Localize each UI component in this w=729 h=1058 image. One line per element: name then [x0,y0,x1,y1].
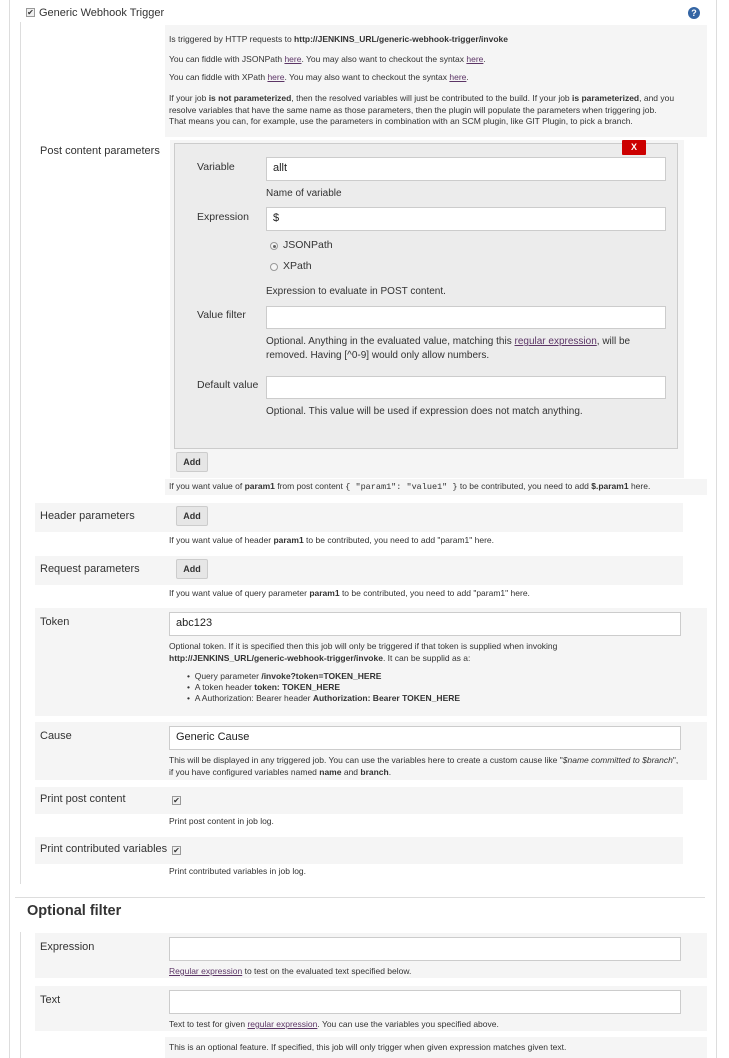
post-content-help: If you want value of param1 from post content { "param1": "value1" } to be contributed, you need to add $.param1 here. [169,481,651,492]
filter-expression-input[interactable] [169,937,681,961]
header-params-help: If you want value of header param1 to be contributed, you need to add "param1" here. [169,535,495,545]
header-params-label: Header parameters [40,510,135,522]
filter-expression-help: Regular expression to test on the evaluated text specified below. [169,966,412,976]
variable-input[interactable]: allt [266,157,666,181]
xpath-fiddle-link[interactable]: here [267,72,285,82]
print-post-label: Print post content [40,793,126,805]
expression-input[interactable]: $ [266,207,666,231]
filter-text-label: Text [40,994,61,1006]
print-vars-label: Print contributed variables [40,843,168,855]
expression-label: Expression [197,211,249,223]
intro-p3: You can fiddle with XPath here. You may also want to checkout the syntax here. [169,72,469,82]
print-vars-help: Print contributed variables in job log. [169,866,307,876]
token-label: Token [40,616,70,628]
filter-text-help: Text to test for given regular expression. You can use the variables you specified above. [169,1019,499,1029]
generic-webhook-trigger-checkbox[interactable]: ✔ [27,8,34,17]
filter-line [20,932,21,1058]
print-post-row [35,787,683,814]
filter-regex-link[interactable]: Regular expression [169,966,243,976]
value-filter-label: Value filter [197,309,246,321]
header-params-add-button[interactable]: Add [176,506,208,526]
filter-text-input[interactable] [169,990,681,1014]
xpath-syntax-link[interactable]: here [449,72,467,82]
default-value-label: Default value [197,379,259,391]
intro-p1: Is triggered by HTTP requests to http://JENKINS_URL/generic-webhook-trigger/invoke [169,34,508,44]
filter-text-regex-link[interactable]: regular expression [247,1019,318,1029]
regex-link[interactable]: regular expression [514,336,597,347]
post-content-add-button[interactable]: Add [176,452,208,472]
token-bullet-2: • A token header token: TOKEN_HERE [187,682,341,692]
value-filter-help: Optional. Anything in the evaluated value, matching this regular expression, will be removed. Having [^0-9] would only allow numbers. [266,336,631,361]
intro-p2: You can fiddle with JSONPath here. You may also want to checkout the syntax here. [169,54,486,64]
expression-help: Expression to evaluate in POST content. [266,286,446,297]
xpath-radio-label: XPath [283,260,312,272]
token-help: Optional token. If it is specified then this job will only be triggered if that token is supplied when invoking http://JENKINS_URL/generic-webhook-trigger/invoke. It can be supplid as a: [169,641,558,663]
delete-variable-button[interactable]: X [622,140,646,155]
variable-label: Variable [197,161,235,173]
request-params-label: Request parameters [40,563,140,575]
intro-p4: If your job is not parameterized, then the resolved variables will just be contributed to the build. If your job is parameterized, and you resolve variables that have the same name as those parameters, then the plugin will populate the parameters when triggering job. That means you can, for example, use the parameters in combination with an SCM plugin, like GIT Plugin, to pick a branch. [169,93,675,126]
print-vars-checkbox[interactable]: ✔ [173,846,180,855]
request-params-add-button[interactable]: Add [176,559,208,579]
token-bullet-1: • Query parameter /invoke?token=TOKEN_HERE [187,671,382,681]
jsonpath-radio[interactable] [270,242,278,250]
post-content-label: Post content parameters [40,145,160,157]
cause-label: Cause [40,730,72,742]
print-post-help: Print post content in job log. [169,816,274,826]
optional-filter-heading: Optional filter [27,903,122,919]
filter-footer-help: This is an optional feature. If specified, this job will only trigger when given expression matches given text. [169,1042,567,1052]
filter-expression-label: Expression [40,941,95,953]
jsonpath-syntax-link[interactable]: here [466,54,484,64]
token-bullet-3: • A Authorization: Bearer header Authorization: Bearer TOKEN_HERE [187,693,461,703]
cause-input[interactable]: Generic Cause [169,726,681,750]
default-value-help: Optional. This value will be used if expression does not match anything. [266,406,583,417]
token-input[interactable]: abc123 [169,612,681,636]
request-params-help: If you want value of query parameter param1 to be contributed, you need to add "param1" here. [169,588,530,598]
cause-help: This will be displayed in any triggered job. You can use the variables here to create a custom cause like "$name committed to $branch", if you have configured variables named name and branch. [169,755,679,777]
xpath-radio[interactable] [270,263,278,271]
value-filter-input[interactable] [266,306,666,329]
variable-help: Name of variable [266,188,342,199]
print-post-checkbox[interactable]: ✔ [173,796,180,805]
nested-section-line [20,22,21,884]
generic-webhook-trigger-label: Generic Webhook Trigger [39,7,165,19]
jsonpath-radio-label: JSONPath [283,239,333,251]
default-value-input[interactable] [266,376,666,399]
jsonpath-fiddle-link[interactable]: here [284,54,302,64]
question-icon[interactable]: ? [688,7,700,19]
section-divider [15,897,705,898]
